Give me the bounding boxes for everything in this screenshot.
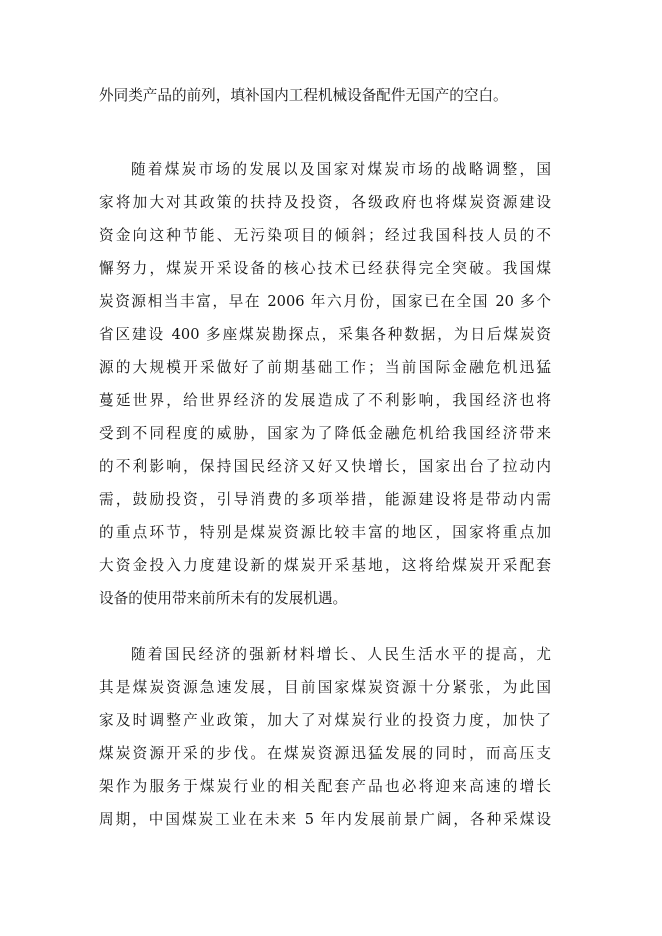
text-line: 炭资源相当丰富，早在 2006 年六月份，国家已在全国 20 多个	[99, 293, 551, 310]
text-line: 随着国民经济的强新材料增长、人民生活水平的提高，尤	[131, 646, 551, 663]
text-line: 的重点环节，特别是煤炭资源比较丰富的地区，国家将重点加	[99, 524, 551, 541]
text-line: 大资金投入力度建设新的煤炭开采基地，这将给煤炭开采配套	[99, 557, 551, 574]
text-line: 家将加大对其政策的扶持及投资，各级政府也将煤炭资源建设	[99, 194, 551, 211]
text-line: 周期，中国煤炭工业在未来 5 年内发展前景广阔，各种采煤设	[99, 811, 551, 828]
text-line: 受到不同程度的威胁，国家为了降低金融危机给我国经济带来	[99, 425, 551, 442]
text-line: 懈努力，煤炭开采设备的核心技术已经获得完全突破。我国煤	[99, 260, 551, 277]
text-line: 外同类产品的前列，填补国内工程机械设备配件无国产的空白。	[99, 87, 508, 104]
text-line: 需，鼓励投资，引导消费的多项举措，能源建设将是带动内需	[99, 491, 551, 508]
text-line: 架作为服务于煤炭行业的相关配套产品也必将迎来高速的增长	[99, 778, 551, 795]
text-line: 省区建设 400 多座煤炭勘探点，采集各种数据，为日后煤炭资	[99, 326, 551, 343]
text-line: 其是煤炭资源急速发展，目前国家煤炭资源十分紧张，为此国	[99, 679, 551, 696]
text-line: 资金向这种节能、无污染项目的倾斜；经过我国科技人员的不	[99, 227, 551, 244]
text-line: 的不利影响，保持国民经济又好又快增长，国家出台了拉动内	[99, 458, 551, 475]
text-line: 随着煤炭市场的发展以及国家对煤炭市场的战略调整，国	[131, 161, 551, 178]
text-line: 煤炭资源开采的步伐。在煤炭资源迅猛发展的同时，而高压支	[99, 745, 551, 762]
text-line: 蔓延世界，给世界经济的发展造成了不利影响，我国经济也将	[99, 392, 551, 409]
text-line: 源的大规模开采做好了前期基础工作；当前国际金融危机迅猛	[99, 359, 551, 376]
text-line: 设备的使用带来前所未有的发展机遇。	[99, 590, 348, 607]
text-line: 家及时调整产业政策，加大了对煤炭行业的投资力度，加快了	[99, 712, 551, 729]
